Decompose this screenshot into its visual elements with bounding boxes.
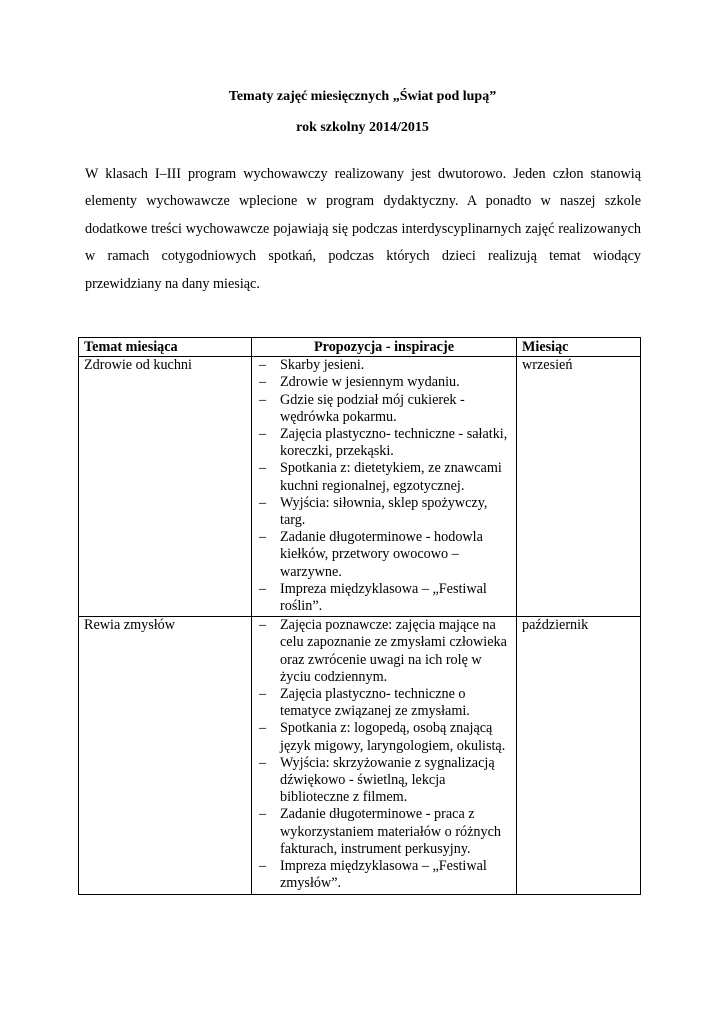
proposals-list xyxy=(257,357,511,616)
list-item xyxy=(257,529,511,581)
list-item-text: Gdzie się podział mój cukierek - wędrówka pokarmu. xyxy=(280,391,465,425)
list-item-text: Zadanie długoterminowe - praca z wykorzystaniem materiałów o różnych fakturach, instrument perkusyjny. xyxy=(280,806,502,857)
proposals-list xyxy=(257,617,511,893)
list-item-text: Spotkania z: logopedą, osobą znającą język migowy, laryngologiem, okulistą. xyxy=(280,720,506,754)
table-row xyxy=(79,617,641,894)
list-item-text: Wyjścia: siłownia, sklep spożywczy, targ. xyxy=(280,494,488,529)
school-year-subtitle: rok szkolny 2014/2015 xyxy=(296,120,429,135)
dash-bullet-icon: – xyxy=(259,494,267,511)
dash-bullet-icon: – xyxy=(259,426,267,443)
dash-bullet-icon: – xyxy=(259,580,267,597)
list-item xyxy=(257,426,511,460)
table-body xyxy=(79,357,641,894)
header-proposals: Propozycja - inspiracje xyxy=(252,338,517,357)
list-item-text: Zajęcia plastyczno- techniczne o tematyce związanej ze zmysłami. xyxy=(280,686,470,720)
list-item xyxy=(257,806,511,858)
list-item xyxy=(257,460,511,494)
dash-bullet-icon: – xyxy=(259,357,267,374)
list-item xyxy=(257,720,511,754)
proposals-cell xyxy=(252,617,517,894)
dash-bullet-icon: – xyxy=(259,754,267,771)
header-month: Miesiąc xyxy=(517,338,641,357)
list-item-text: Impreza międzyklasowa – „Festiwal roślin”. xyxy=(280,580,487,615)
dash-bullet-icon: – xyxy=(259,460,267,477)
list-item-text: Impreza międzyklasowa – „Festiwal zmysłów”. xyxy=(280,858,487,892)
dash-bullet-icon: – xyxy=(259,806,267,823)
dash-bullet-icon: – xyxy=(259,617,267,634)
list-item xyxy=(257,581,511,615)
list-item xyxy=(257,357,511,374)
table-row xyxy=(79,357,641,617)
topic-cell: Rewia zmysłów xyxy=(79,617,252,894)
list-item-text: Skarby jesieni. xyxy=(280,357,365,374)
list-item-text: Zadanie długoterminowe - hodowla kiełków, przetwory owocowo – warzywne. xyxy=(280,529,483,580)
list-item xyxy=(257,495,511,529)
topic-cell: Zdrowie od kuchni xyxy=(79,357,252,617)
proposals-cell xyxy=(252,357,517,617)
dash-bullet-icon: – xyxy=(259,858,267,875)
page-title: Tematy zajęć miesięcznych „Świat pod lupą” xyxy=(228,89,497,104)
monthly-topics-table xyxy=(78,337,641,895)
header-topic: Temat miesiąca xyxy=(79,338,252,357)
table-header-row xyxy=(79,338,641,357)
list-item xyxy=(257,686,511,720)
dash-bullet-icon: – xyxy=(259,391,267,408)
dash-bullet-icon: – xyxy=(259,529,267,546)
list-item-text: Zajęcia poznawcze: zajęcia mające na celu zapoznanie ze zmysłami człowieka oraz zwrócenie uwagi na ich rolę w życiu codziennym. xyxy=(280,617,507,685)
dash-bullet-icon: – xyxy=(259,720,267,737)
list-item-text: Zajęcia plastyczno- techniczne - sałatki, koreczki, przekąski. xyxy=(280,426,508,460)
dash-bullet-icon: – xyxy=(259,686,267,703)
list-item xyxy=(257,392,511,426)
month-cell: październik xyxy=(517,617,641,894)
month-cell: wrzesień xyxy=(517,357,641,617)
list-item xyxy=(257,858,511,892)
list-item-text: Zdrowie w jesiennym wydaniu. xyxy=(280,374,460,391)
dash-bullet-icon: – xyxy=(259,374,267,391)
intro-paragraph: W klasach I–III program wychowawczy realizowany jest dwutorowo. Jeden człon stanowią elementy wychowawcze wplecione w program dydaktyczny. A ponadto w naszej szkole dodatkowe treści wychowawcze pojawiają się podczas interdyscyplinarnych zajęć realizowanych w ramach cotygodniowych spotkań, podczas których dzieci realizują temat wiodący przewidziany na dany miesiąc. xyxy=(85,166,641,292)
list-item-text: Wyjścia: skrzyżowanie z sygnalizacją dźwiękowo - świetlną, lekcja biblioteczne z filmem. xyxy=(280,754,495,806)
list-item xyxy=(257,374,511,391)
list-item xyxy=(257,617,511,686)
list-item xyxy=(257,755,511,807)
list-item-text: Spotkania z: dietetykiem, ze znawcami kuchni regionalnej, egzotycznej. xyxy=(280,460,502,494)
